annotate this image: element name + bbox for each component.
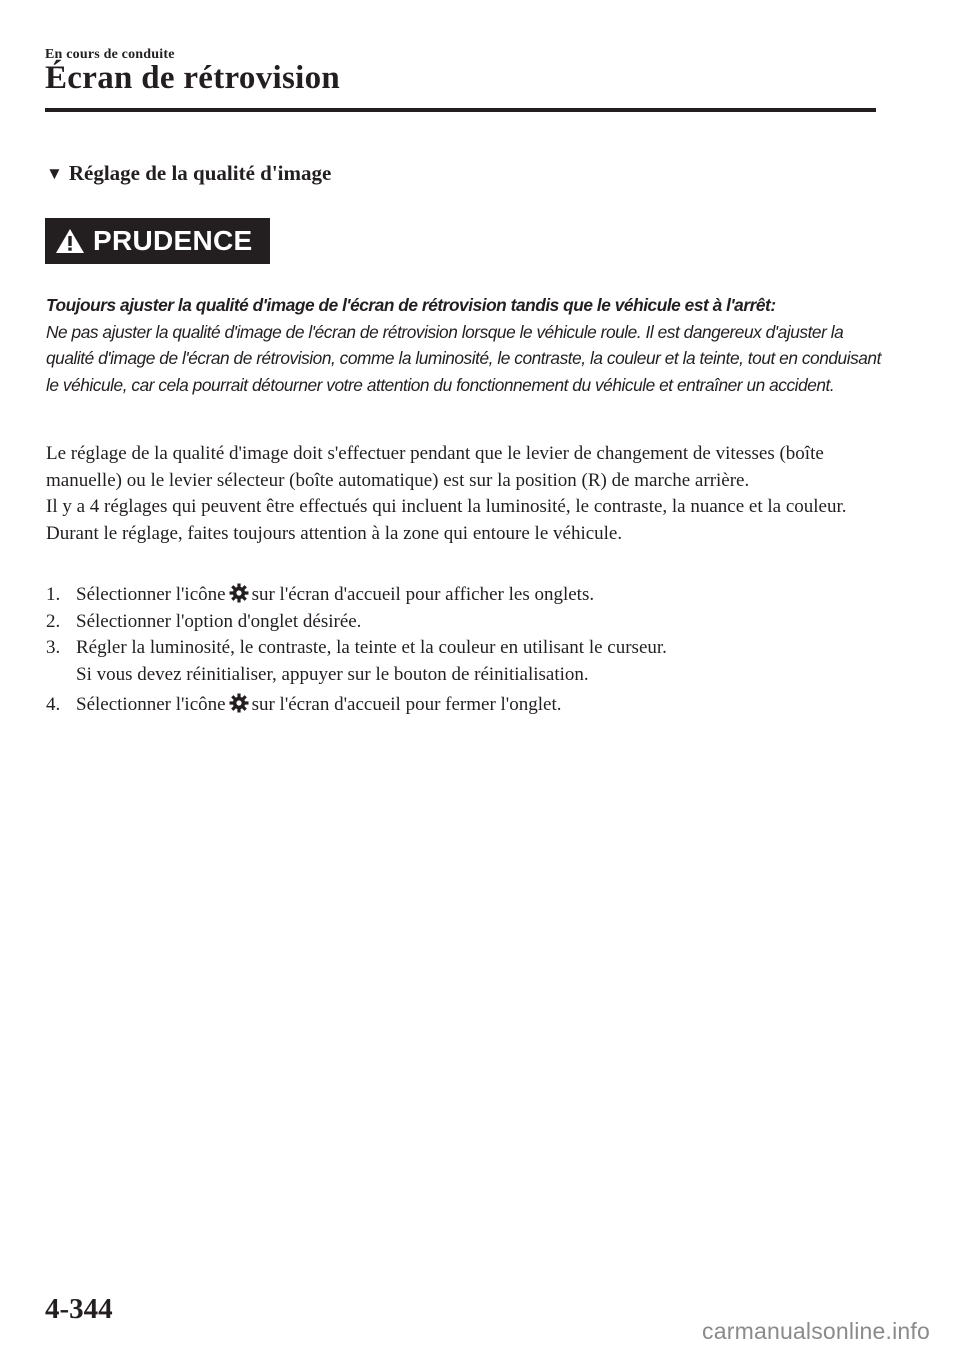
section-header: En cours de conduite	[45, 47, 175, 62]
step-text-after: sur l'écran d'accueil pour fermer l'onglet.	[251, 694, 562, 715]
caution-badge	[45, 218, 270, 264]
body-text	[46, 441, 876, 547]
step-item	[46, 635, 876, 688]
subheading	[46, 161, 331, 186]
gear-icon	[229, 693, 249, 713]
caution-label: PRUDENCE	[93, 225, 253, 256]
step-text: Régler la luminosité, le contraste, la teinte et la couleur en utilisant le curseur.	[76, 637, 667, 658]
page-title: Écran de rétrovision	[45, 60, 341, 96]
paragraph-2: Il y a 4 réglages qui peuvent être effectués qui incluent la luminosité, le contraste, la nuance et la couleur. Durant le réglage, faites toujours attention à la zone qui entoure le véhicule.	[46, 496, 847, 544]
caution-lead: Toujours ajuster la qualité d'image de l'écran de rétrovision tandis que le véhicule est à l'arrêt:	[46, 295, 776, 315]
step-number: 1.	[46, 584, 61, 605]
step-number: 2.	[46, 610, 61, 632]
step-item	[46, 692, 876, 719]
page-number: 4-344	[45, 1293, 113, 1325]
step-note: Si vous devez réinitialiser, appuyer sur le bouton de réinitialisation.	[76, 663, 589, 685]
step-text-before: Sélectionner l'icône	[76, 694, 226, 715]
step-text-before: Sélectionner l'icône	[76, 584, 226, 605]
watermark: carmanualsonline.info	[702, 1318, 930, 1344]
gear-icon	[229, 583, 249, 603]
triangle-marker-icon: ▼	[46, 164, 63, 183]
steps-list	[46, 582, 876, 719]
step-number: 4.	[46, 694, 61, 715]
paragraph-1: Le réglage de la qualité d'image doit s'effectuer pendant que le levier de changement de vitesses (boîte manuelle) ou le levier sélecteur (boîte automatique) est sur la position (R) de marche arrière.	[46, 443, 824, 491]
caution-text	[46, 292, 886, 398]
step-item	[46, 609, 876, 636]
warning-icon	[55, 227, 85, 255]
header-rule	[45, 108, 876, 112]
step-number: 3.	[46, 637, 61, 658]
subheading-text: Réglage de la qualité d'image	[68, 161, 332, 185]
caution-body: Ne pas ajuster la qualité d'image de l'écran de rétrovision lorsque le véhicule roule. Il est dangereux d'ajuster la qualité d'image de l'écran de rétrovision, comme la luminosité, le contraste, la couleur et la teinte, tout en conduisant le véhicule, car cela pourrait détourner votre attention du fonctionnement du véhicule et entraîner un accident.	[46, 321, 881, 395]
step-text-after: sur l'écran d'accueil pour afficher les onglets.	[251, 584, 595, 605]
step-text: Sélectionner l'option d'onglet désirée.	[76, 610, 362, 632]
step-item	[46, 582, 876, 609]
